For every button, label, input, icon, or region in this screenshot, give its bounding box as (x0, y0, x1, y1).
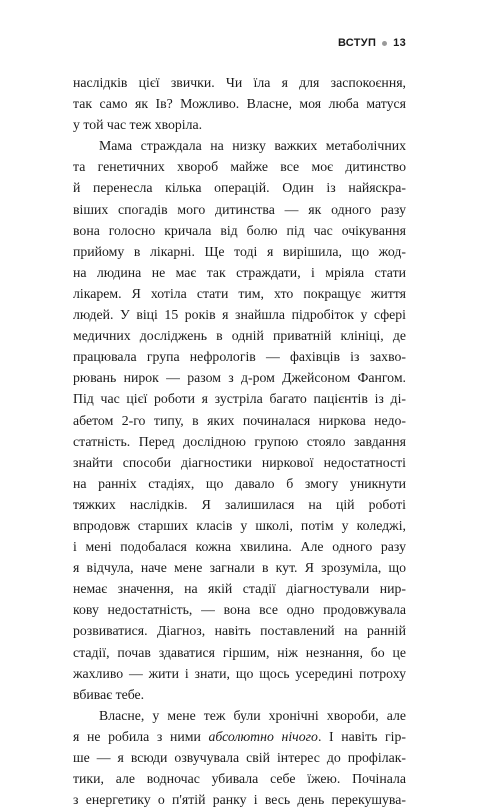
body-text (73, 72, 406, 810)
page-number: 13 (393, 37, 406, 49)
text-line: Власне, у мене теж були хронічні хвороби, але (99, 707, 406, 723)
text-line: рювань нирок — разом з д-ром Джейсоном Фангом. (73, 370, 406, 386)
text-line: на людина не має так страждати, і мріяла стати (73, 264, 406, 280)
text-line: тяжких наслідків. Я залишилася на цій роботі (73, 496, 406, 512)
text-line: Мама страждала на низку важких метаболічних (99, 138, 406, 154)
text-line: людей. У віці 15 років я знайшла підробіток у сфері (73, 307, 406, 323)
text-line: та генетичних хвороб майже все моє дитинство (73, 159, 406, 175)
text-line: тики, але водночас убивала себе їжею. Почінала (73, 771, 406, 787)
text-line: з енергетику о п'ятій ранку і весь день перекушува- (73, 792, 406, 808)
text-line: абетом 2-го типу, в яких починалася ниркова недо- (73, 412, 406, 428)
text-line: медичних досліджень в одній приватній клініці, де (73, 328, 406, 344)
text-line: на ранніх стадіях, що давало б змогу уникнути (73, 475, 406, 491)
paragraph-mother-illness (73, 135, 406, 705)
text-line: знайти способи діагностики ниркової недостатності (73, 454, 406, 470)
text-line: впродовж старших класів у школі, потім у коледжі, (73, 517, 406, 533)
text-line: так само як Ів? Можливо. Власне, моя люба матуся (73, 96, 406, 112)
text-line: прийому в лікарні. Ще тоді я вирішила, що жод- (73, 243, 406, 259)
text-line: жахливо — жити і знати, що щось усередині потроху (73, 665, 406, 681)
text-line: і мені подобалася кожна хвилина. Але одного разу (73, 539, 406, 555)
text-line: стадії, почав здаватися гіршим, ніж незнання, бо це (73, 644, 406, 660)
text-line-with-emphasis (73, 726, 406, 747)
emphasis-text: абсолютно нічого (208, 728, 318, 744)
text-line: ше — я всюди озвучувала свій інтерес до профілак- (73, 750, 406, 765)
text-line: наслідків цієї звички. Чи їла я для заспокоєння, (73, 75, 406, 90)
text-line: кову недостатність, — вона все одно продовжувала (73, 602, 406, 618)
separator-dot-icon (382, 41, 387, 46)
text-line: віших спогадів мого дитинства — як одного разу (73, 201, 406, 217)
text-line: немає значення, на якій стадії діагностували нир- (73, 581, 406, 597)
text-line: й перенесла кілька операцій. Один із найяскра- (73, 180, 406, 196)
text-line: працювала група нефрологів — фахівців із захво- (73, 349, 406, 365)
section-title: ВСТУП (337, 37, 377, 49)
text-line: вбиває тебе. (73, 686, 145, 702)
text-line: у той час теж хворіла. (73, 117, 203, 133)
text-fragment: я не робила з ними (73, 728, 209, 744)
text-line: статність. Перед дослідною групою стояло завдання (73, 433, 406, 449)
text-line: лікарем. Я хотіла стати тим, хто покращує життя (73, 285, 406, 301)
text-line: я відчула, наче мене загнали в кут. Я зрозуміла, що (73, 560, 406, 576)
text-line: розвиватися. Діагноз, навіть поставлений на ранній (73, 623, 406, 639)
text-line: Під час цієї роботи я зустріла багато пацієнтів із ді- (73, 391, 406, 407)
text-fragment: . І навіть гір- (317, 728, 406, 744)
text-line: вона голосно кричала від болю під час очікування (73, 222, 406, 238)
paragraph-own-illness (73, 705, 406, 810)
running-head (338, 37, 406, 49)
paragraph-continuation (73, 72, 406, 135)
